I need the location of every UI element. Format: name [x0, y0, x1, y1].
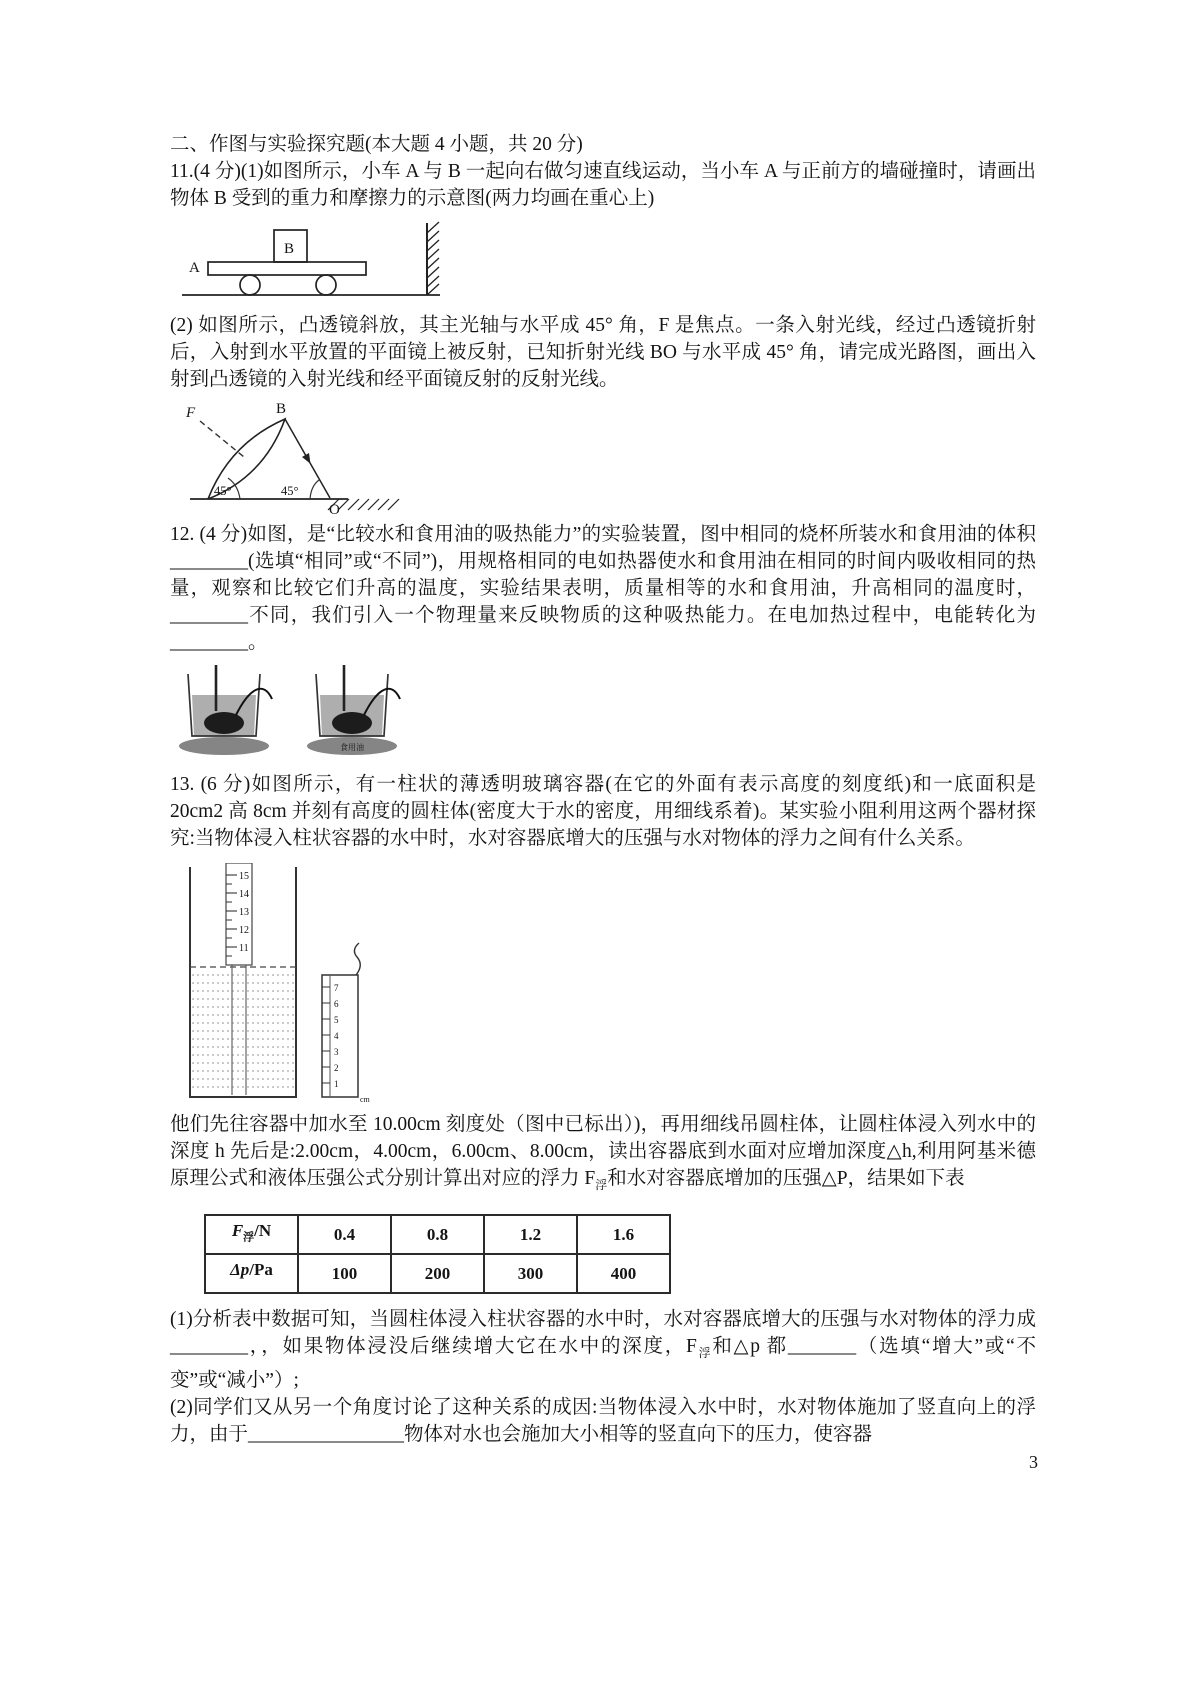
subq1-text-b: 和△p 都_______（选填“增大”或“不变”或“减小”）; [170, 1335, 1036, 1391]
f-subscript: 浮 [595, 1177, 608, 1192]
page-number: 3 [1029, 1452, 1038, 1472]
svg-text:2: 2 [334, 1063, 339, 1073]
row-header-pressure [205, 1254, 298, 1293]
cart-plank [208, 262, 366, 275]
lens-mirror-figure [178, 399, 423, 517]
point-b-label: B [276, 401, 287, 417]
height-scale-strip [226, 863, 252, 965]
table-cell: 0.4 [298, 1215, 391, 1254]
angle-label-left: 45° [214, 484, 232, 498]
q13-text-1: 13. (6 分)如图所示，有一柱状的薄透明玻璃容器(在它的外面有表示高度的刻度纸)和一底面积是 20cm2 高 8cm 并刻有高度的圆柱体(密度大于水的密度，用细线系着)。某实验小阻利用这两个器材探究:当物体浸入柱状容器的水中时，水对容器底增大的压强与水对物体的浮力之间有什么关系。 [170, 774, 1036, 849]
svg-text:12: 12 [239, 925, 249, 936]
svg-text:6: 6 [334, 999, 339, 1009]
q11-text-1: 11.(4 分)(1)如图所示，小车 A 与 B 一起向右做匀速直线运动，当小车 A 与正前方的墙碰撞时，请画出物体 B 受到的重力和摩擦力的示意图(两力均画在重心上) [170, 161, 1036, 209]
table-row-pressure [205, 1254, 670, 1293]
svg-text:5: 5 [334, 1015, 339, 1025]
header-unit: /N [254, 1221, 272, 1241]
wheel-right [316, 275, 336, 295]
f-subscript: 浮 [696, 1345, 713, 1360]
svg-text:1: 1 [334, 1079, 339, 1089]
method-text-a: 他们先往容器中加水至 10.00cm 刻度处（图中已标出）)，再用细线吊圆柱体，让圆柱体浸入列水中的深度 h 先后是:2.00cm，4.00cm，6.00cm、8.00cm，读出容器底到水面对应增加深度△h,利用阿基米德原理公式和液体压强公式分别计算出对应的浮力 F [170, 1114, 1036, 1189]
graduated-cylinder [322, 943, 371, 1104]
point-o-label: O [329, 502, 340, 517]
unit-label: cm [360, 1095, 370, 1104]
header-subscript: 浮 [243, 1231, 255, 1244]
table-cell: 300 [484, 1254, 577, 1293]
table-cell: 0.8 [391, 1215, 484, 1254]
wheel-left [240, 275, 260, 295]
oil-beaker-label: 食用油 [340, 743, 364, 752]
svg-text:13: 13 [239, 907, 249, 918]
header-unit: /Pa [249, 1260, 273, 1280]
ray-arrowhead [302, 453, 311, 464]
table-cell: 400 [577, 1254, 670, 1293]
method-text-b: 和水对容器底增加的压强△P，结果如下表 [607, 1168, 965, 1189]
svg-text:11: 11 [239, 943, 249, 954]
cart-label-a: A [189, 260, 200, 276]
water-fill [192, 975, 294, 1087]
angle-label-right: 45° [281, 484, 299, 498]
header-symbol: Δp [230, 1260, 250, 1280]
focal-point-label: F [186, 405, 196, 421]
beakers-figure [176, 665, 416, 763]
row-header-buoyancy [205, 1215, 298, 1254]
svg-text:3: 3 [334, 1047, 339, 1057]
results-table [204, 1214, 671, 1294]
container-cylinder-figure [180, 863, 415, 1105]
q13-method-paragraph [170, 1111, 1036, 1199]
table-cell: 1.6 [577, 1215, 670, 1254]
table-cell: 200 [391, 1254, 484, 1293]
q13-subquestion-1 [170, 1306, 1036, 1394]
block-label-b: B [284, 241, 295, 257]
cart-wall-figure [178, 219, 458, 305]
svg-text:15: 15 [239, 871, 249, 882]
table-cell: 1.2 [484, 1215, 577, 1254]
table-cell: 100 [298, 1254, 391, 1293]
svg-text:14: 14 [239, 889, 249, 900]
subq1-text-a: (1)分析表中数据可知，当圆柱体浸入柱状容器的水中时，水对容器底增大的压强与水对物体的浮力成________，，如果物体浸没后继续增大它在水中的深度，F [170, 1308, 1036, 1357]
q13-subquestion-2: (2)同学们又从另一个角度讨论了这种关系的成因:当物体浸入水中时，水对物体施加了竖直向上的浮力，由于________________物体对水也会施加大小相等的竖直向下的压力，使容器 [170, 1396, 1036, 1445]
wall [427, 222, 439, 295]
q12-text: 12. (4 分)如图，是“比较水和食用油的吸热能力”的实验装置，图中相同的烧杯所装水和食用油的体积________(选填“相同”或“不同”)，用规格相同的电如热器使水和食用油在相同的时间内吸收相同的热量，观察和比较它们升高的温度，实验结果表明，质量相等的水和食用油，升高相同的温度时，________不同，我们引入一个物理量来反映物质的这种吸热能力。在电加热过程中，电能转化为________。 [170, 524, 1036, 653]
water-beaker [179, 665, 272, 755]
oil-beaker [307, 665, 400, 755]
svg-text:7: 7 [334, 983, 339, 993]
angle-arc-right [310, 480, 319, 499]
string-curl [354, 943, 360, 975]
exam-content [170, 131, 1036, 1448]
table-row-buoyancy [205, 1215, 670, 1254]
svg-text:4: 4 [334, 1031, 339, 1041]
header-symbol: F [231, 1221, 244, 1241]
section-title: 二、作图与实验探究题(本大题 4 小题，共 20 分) [170, 134, 583, 155]
q11-text-2: (2) 如图所示，凸透镜斜放，其主光轴与水平成 45° 角，F 是焦点。一条入射光线，经过凸透镜折射后，入射到水平放置的平面镜上被反射，已知折射光线 BO 与水平成 45° 角，请完成光路图，画出入射到凸透镜的入射光线和经平面镜反射的反射光线。 [170, 315, 1036, 390]
